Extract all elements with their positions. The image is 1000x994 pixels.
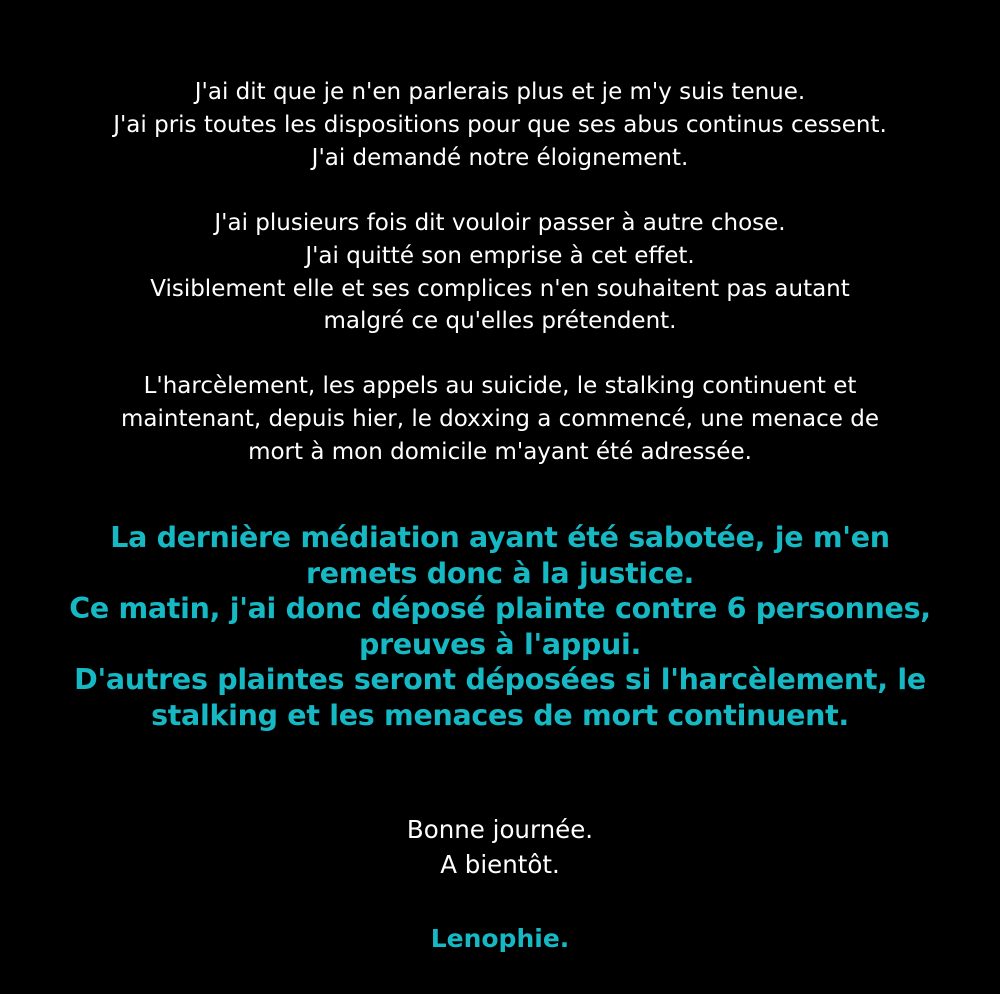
- accent-line: preuves à l'appui.: [358, 627, 642, 661]
- closing-line: A bientôt.: [440, 850, 560, 879]
- signature: [0, 922, 1000, 956]
- text-line: J'ai dit que je n'en parlerais plus et je m'y suis tenue.: [194, 79, 806, 105]
- paragraph-intro: [0, 76, 1000, 174]
- paragraph-moving-on: [0, 207, 1000, 338]
- paragraph-legal-action: [0, 520, 1000, 733]
- accent-line: stalking et les menaces de mort continuent.: [151, 698, 849, 732]
- text-line: J'ai pris toutes les dispositions pour que ses abus continus cessent.: [113, 111, 887, 138]
- text-line: J'ai quitté son emprise à cet effet.: [305, 242, 695, 269]
- text-line: J'ai demandé notre éloignement.: [311, 144, 689, 171]
- accent-line: remets donc à la justice.: [305, 556, 695, 590]
- text-line: J'ai plusieurs fois dit vouloir passer à autre chose.: [214, 210, 786, 236]
- paragraph-closing: [0, 812, 1000, 882]
- accent-line: La dernière médiation ayant été sabotée, je m'en: [110, 521, 890, 554]
- text-line: malgré ce qu'elles prétendent.: [323, 308, 677, 335]
- accent-line: Ce matin, j'ai donc déposé plainte contre 6 personnes,: [69, 592, 931, 625]
- closing-line: Bonne journée.: [406, 815, 594, 844]
- text-line: mort à mon domicile m'ayant été adressée.: [248, 438, 752, 465]
- signature-name: Lenophie.: [430, 924, 570, 953]
- accent-line: D'autres plaintes seront déposées si l'harcèlement, le: [74, 663, 926, 696]
- text-line: Visiblement elle et ses complices n'en souhaitent pas autant: [150, 275, 850, 302]
- text-line: maintenant, depuis hier, le doxxing a commencé, une menace de: [120, 405, 880, 432]
- text-line: L'harcèlement, les appels au suicide, le stalking continuent et: [143, 373, 857, 399]
- paragraph-harassment: [0, 370, 1000, 468]
